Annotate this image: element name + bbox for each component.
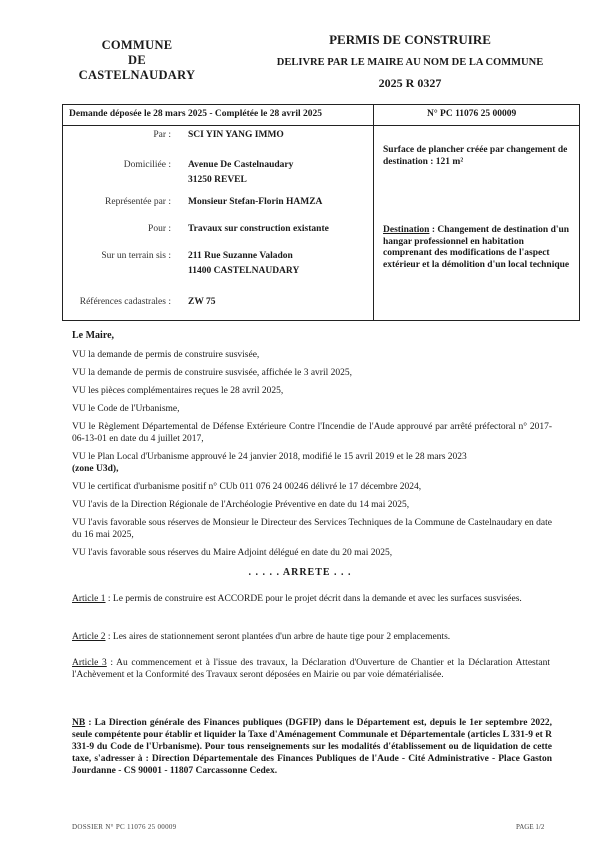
destination-text: : Changement de destination d'un hangar professionnel en habitation comprenant des modifications de l'aspect extérieur et la démolition d'un local technique [383, 225, 570, 270]
row-value-cadastre: ZW 75 [188, 297, 216, 307]
vu-item: VU le certificat d'urbanisme positif n° CUb 011 076 24 00246 délivré le 17 décembre 2024, [72, 482, 422, 492]
row-value-terrain-1: 211 Rue Suzanne Valadon [188, 251, 293, 261]
permit-info-box [62, 104, 580, 321]
row-label-domicile: Domiciliée : [123, 160, 171, 170]
footer-dossier: DOSSIER N° PC 11076 25 00009 [72, 823, 177, 831]
vu-item: VU le Règlement Départemental de Défense Extérieure Contre l'Incendie de l'Aude approuvé par arrêté préfectoral n° 2017-06-13-01 en date du 4 juillet 2017, [72, 422, 552, 444]
box-vertical-divider [373, 105, 374, 320]
row-label-cadastre: Références cadastrales : [79, 297, 171, 307]
permit-subtitle: DELIVRE PAR LE MAIRE AU NOM DE LA COMMUNE [276, 57, 544, 68]
commune-line-1: COMMUNE [101, 38, 173, 52]
destination [383, 225, 573, 271]
row-label-pour: Pour : [148, 224, 171, 234]
article-1-text: : Le permis de construire est ACCORDE pour le projet décrit dans la demande et avec les surfaces susvisées. [105, 594, 522, 604]
row-value-domicile-2: 31250 REVEL [188, 175, 247, 185]
commune-line-2: DE [128, 53, 146, 67]
article-3-text: : Au commencement et à l'issue des travaux, la Déclaration d'Ouverture de Chantier et la Déclaration Attestant l'Achèvement et la Conformité des Travaux seront déposées en Mairie ou par voie dématérialisée. [72, 658, 550, 680]
row-value-par: SCI YIN YANG IMMO [188, 130, 284, 140]
nb-text: : La Direction générale des Finances publiques (DGFIP) dans le Département est, depuis le 1er septembre 2022, seule compétente pour établir et liquider la Taxe d'Aménagement Communale et Départementale (articles L 331-9 et R 331-9 du Code de l'Urbanisme). Pour tous renseignements sur les modalités d'établissement ou de liquidation de cette taxe, s'adresser à : Direction Départementale des Finances Publiques de l'Aude - Cité Administrative - Place Gaston Jourdanne - CS 90001 - 11807 Carcassonne Cedex. [72, 718, 552, 776]
vu-item: VU la demande de permis de construire susvisée, affichée le 3 avril 2025, [72, 368, 352, 378]
permit-number: N° PC 11076 25 00009 [427, 109, 517, 119]
arrete-heading: . . . . . ARRETE . . . [248, 567, 352, 578]
commune-name [62, 38, 212, 83]
demand-date: Demande déposée le 28 mars 2025 - Complétée le 28 avril 2025 [69, 109, 323, 119]
article-3 [72, 657, 550, 681]
row-value-domicile-1: Avenue De Castelnaudary [188, 160, 294, 170]
article-2-text: : Les aires de stationnement seront plantées d'un arbre de haute tige pour 2 emplacements. [105, 632, 451, 642]
row-value-terrain-2: 11400 CASTELNAUDARY [188, 266, 300, 276]
row-value-representant: Monsieur Stefan-Florin HAMZA [188, 197, 323, 207]
permit-title: PERMIS DE CONSTRUIRE [329, 32, 491, 47]
row-label-representant: Représentée par : [105, 197, 171, 207]
commune-line-3: CASTELNAUDARY [78, 68, 196, 82]
zone-text: (zone U3d), [72, 464, 119, 474]
vu-item: VU l'avis favorable sous réserves du Maire Adjoint délégué en date du 20 mai 2025, [72, 548, 393, 558]
vu-list [72, 349, 552, 559]
permit-reference: 2025 R 0327 [378, 76, 442, 90]
vu-item: VU la demande de permis de construire susvisée, [72, 350, 260, 360]
article-2 [72, 631, 550, 643]
vu-item: VU l'avis favorable sous réserves de Monsieur le Directeur des Services Techniques de la Commune de Castelnaudary en date du 16 mai 2025, [72, 518, 552, 540]
permit-header [245, 32, 575, 91]
article-1 [72, 593, 550, 605]
nb-label: NB [72, 718, 86, 728]
vu-item: VU l'avis de la Direction Régionale de l'Archéologie Préventive en date du 14 mai 2025, [72, 500, 410, 510]
row-label-terrain: Sur un terrain sis : [101, 251, 171, 261]
destination-label: Destination [383, 225, 430, 235]
nb-note [72, 717, 552, 777]
vu-item: VU le Plan Local d'Urbanisme approuvé le 24 janvier 2018, modifié le 15 avril 2019 et le 28 mars 2023 [72, 452, 467, 462]
article-2-label: Article 2 [72, 632, 106, 642]
vu-item: VU les pièces complémentaires reçues le 28 avril 2025, [72, 386, 284, 396]
footer-page: PAGE 1/2 [516, 823, 545, 831]
vu-item-plu [72, 451, 552, 475]
vu-item: VU le Code de l'Urbanisme, [72, 404, 180, 414]
le-maire: Le Maire, [72, 330, 115, 341]
article-1-label: Article 1 [72, 594, 106, 604]
row-value-pour: Travaux sur construction existante [188, 224, 329, 234]
surface-plancher: Surface de plancher créée par changement de destination : 121 m² [383, 145, 568, 167]
row-label-par: Par : [153, 130, 171, 140]
article-3-label: Article 3 [72, 658, 107, 668]
